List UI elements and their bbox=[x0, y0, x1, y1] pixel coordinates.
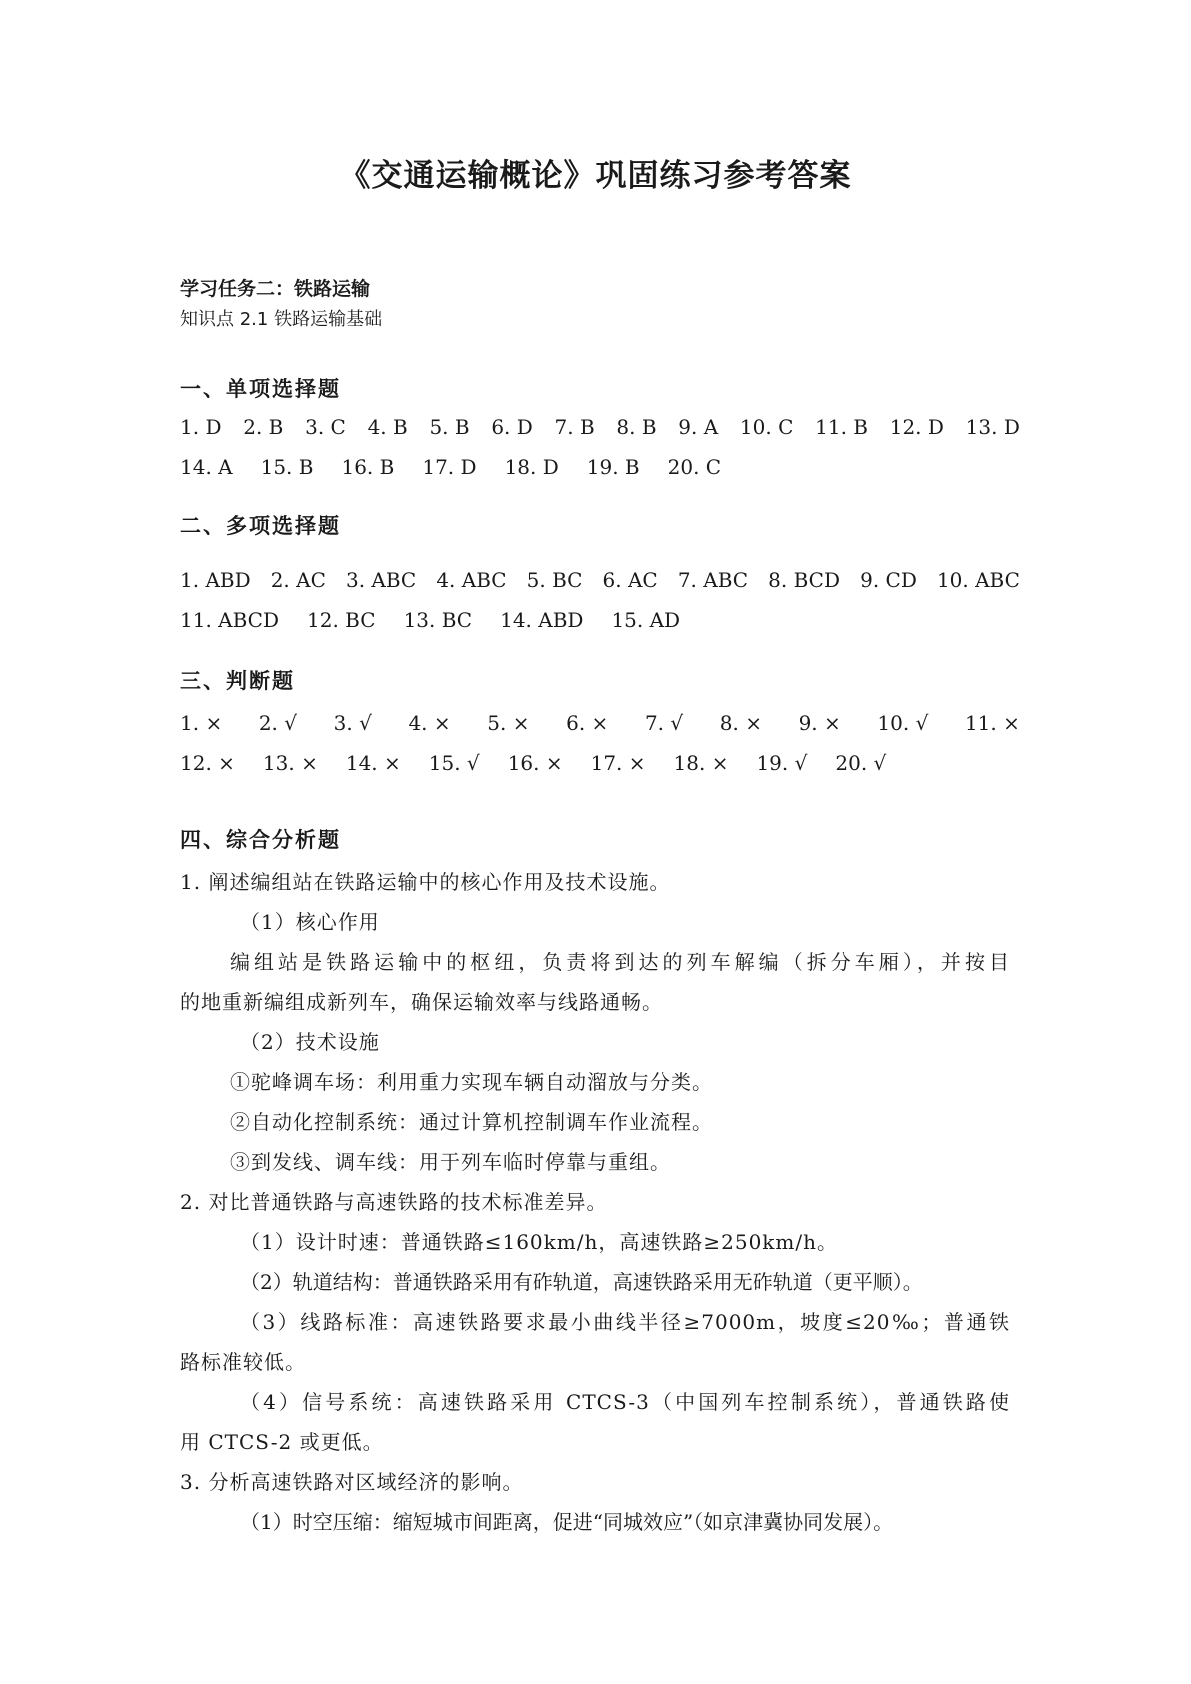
multiple-choice-answers-row-2 bbox=[180, 605, 1020, 635]
paragraph-line: 路标准较低。 bbox=[180, 1350, 306, 1374]
answer-item: 20. √ bbox=[835, 751, 887, 775]
answer-item: 14. ABD bbox=[500, 608, 584, 632]
question-1: 1. 阐述编组站在铁路运输中的核心作用及技术设施。 bbox=[180, 870, 671, 894]
answer-item: 13. D bbox=[965, 415, 1020, 439]
list-item: （1）时空压缩：缩短城市间距离，促进“同城效应”（如京津冀协同发展）。 bbox=[240, 1510, 894, 1534]
answer-item: 15. AD bbox=[611, 608, 681, 632]
answer-item: 8. B bbox=[616, 415, 657, 439]
answer-item: 7. ABC bbox=[677, 568, 749, 592]
answer-item: 2. B bbox=[243, 415, 284, 439]
answer-item: 4. B bbox=[367, 415, 408, 439]
answer-item: 14. × bbox=[345, 751, 401, 775]
answer-item: 12. D bbox=[889, 415, 944, 439]
answer-item: 5. BC bbox=[526, 568, 583, 592]
list-item: （4）信号系统：高速铁路采用 CTCS-3（中国列车控制系统），普通铁路使 bbox=[240, 1390, 1010, 1414]
answer-item: 6. AC bbox=[602, 568, 658, 592]
true-false-answers-row-2 bbox=[180, 748, 1020, 778]
answer-item: 13. BC bbox=[403, 608, 473, 632]
answer-item: 10. ABC bbox=[936, 568, 1020, 592]
answer-item: 2. AC bbox=[270, 568, 326, 592]
answer-item: 4. ABC bbox=[436, 568, 507, 592]
section-heading-true-false: 三、判断题 bbox=[180, 669, 295, 693]
answer-item: 12. BC bbox=[307, 608, 376, 632]
answer-item: 1. D bbox=[180, 415, 222, 439]
knowledge-point-label: 知识点 2.1 铁路运输基础 bbox=[180, 309, 383, 330]
multiple-choice-answers-row-1 bbox=[180, 565, 1020, 595]
answer-item: 2. √ bbox=[258, 711, 298, 735]
single-choice-answers-row-2 bbox=[180, 452, 1020, 482]
answer-item: 17. D bbox=[422, 455, 477, 479]
answer-item: 19. B bbox=[586, 455, 640, 479]
answer-item: 6. × bbox=[566, 711, 609, 735]
answer-item: 10. √ bbox=[877, 711, 929, 735]
subheading: （2）技术设施 bbox=[240, 1030, 380, 1054]
list-item: ③到发线、调车线：用于列车临时停靠与重组。 bbox=[230, 1150, 671, 1174]
list-item: （1）设计时速：普通铁路≤160km/h，高速铁路≥250km/h。 bbox=[240, 1230, 838, 1254]
document-title: 《交通运输概论》巩固练习参考答案 bbox=[339, 158, 852, 194]
section-heading-multiple-choice: 二、多项选择题 bbox=[180, 514, 341, 538]
answer-item: 9. CD bbox=[860, 568, 917, 592]
list-item: （2）轨道结构：普通铁路采用有砟轨道，高速铁路采用无砟轨道（更平顺）。 bbox=[240, 1270, 923, 1294]
true-false-answers-row-1 bbox=[180, 708, 1020, 738]
answer-item: 15. B bbox=[260, 455, 314, 479]
list-item: （3）线路标准：高速铁路要求最小曲线半径≥7000m，坡度≤20‰；普通铁 bbox=[240, 1310, 1010, 1334]
answer-item: 3. √ bbox=[333, 711, 372, 735]
answer-item: 16. B bbox=[341, 455, 395, 479]
section-heading-analysis: 四、综合分析题 bbox=[180, 828, 341, 852]
answer-item: 14. A bbox=[180, 455, 233, 479]
answer-item: 1. ABD bbox=[180, 568, 251, 592]
answer-item: 3. ABC bbox=[345, 568, 417, 592]
question-3: 3. 分析高速铁路对区域经济的影响。 bbox=[180, 1470, 524, 1494]
answer-item: 4. × bbox=[408, 711, 451, 735]
answer-item: 12. × bbox=[180, 751, 235, 775]
list-item: ①驼峰调车场：利用重力实现车辆自动溜放与分类。 bbox=[230, 1070, 713, 1094]
answer-item: 13. × bbox=[262, 751, 318, 775]
answer-item: 7. B bbox=[554, 415, 595, 439]
answer-item: 11. B bbox=[815, 415, 868, 439]
answer-item: 15. √ bbox=[428, 751, 480, 775]
subheading: （1）核心作用 bbox=[240, 910, 380, 934]
answer-item: 8. × bbox=[719, 711, 762, 735]
answer-item: 1. × bbox=[180, 711, 223, 735]
answer-item: 16. × bbox=[507, 751, 563, 775]
answer-item: 5. B bbox=[429, 415, 470, 439]
single-choice-answers-row-1 bbox=[180, 412, 1020, 442]
paragraph-line: 用 CTCS-2 或更低。 bbox=[180, 1430, 384, 1454]
section-heading-single-choice: 一、单项选择题 bbox=[180, 377, 341, 401]
answer-item: 18. D bbox=[504, 455, 559, 479]
answer-item: 5. × bbox=[487, 711, 530, 735]
answer-item: 9. × bbox=[798, 711, 841, 735]
answer-item: 9. A bbox=[678, 415, 719, 439]
answer-item: 11. ABCD bbox=[180, 608, 280, 632]
question-2: 2. 对比普通铁路与高速铁路的技术标准差异。 bbox=[180, 1190, 608, 1214]
list-item: ②自动化控制系统：通过计算机控制调车作业流程。 bbox=[230, 1110, 713, 1134]
answer-item: 3. C bbox=[305, 415, 346, 439]
answer-item: 19. √ bbox=[756, 751, 808, 775]
paragraph-line: 编组站是铁路运输中的枢纽，负责将到达的列车解编（拆分车厢），并按目 bbox=[230, 950, 1010, 974]
answer-item: 18. × bbox=[673, 751, 729, 775]
answer-item: 17. × bbox=[590, 751, 646, 775]
answer-item: 8. BCD bbox=[768, 568, 841, 592]
answer-item: 6. D bbox=[491, 415, 533, 439]
answer-item: 11. × bbox=[964, 711, 1020, 735]
answer-item: 10. C bbox=[739, 415, 794, 439]
answer-item: 20. C bbox=[667, 455, 722, 479]
task-heading: 学习任务二：铁路运输 bbox=[180, 278, 371, 300]
answer-item: 7. √ bbox=[644, 711, 684, 735]
paragraph-line: 的地重新编组成新列车，确保运输效率与线路通畅。 bbox=[180, 990, 663, 1014]
